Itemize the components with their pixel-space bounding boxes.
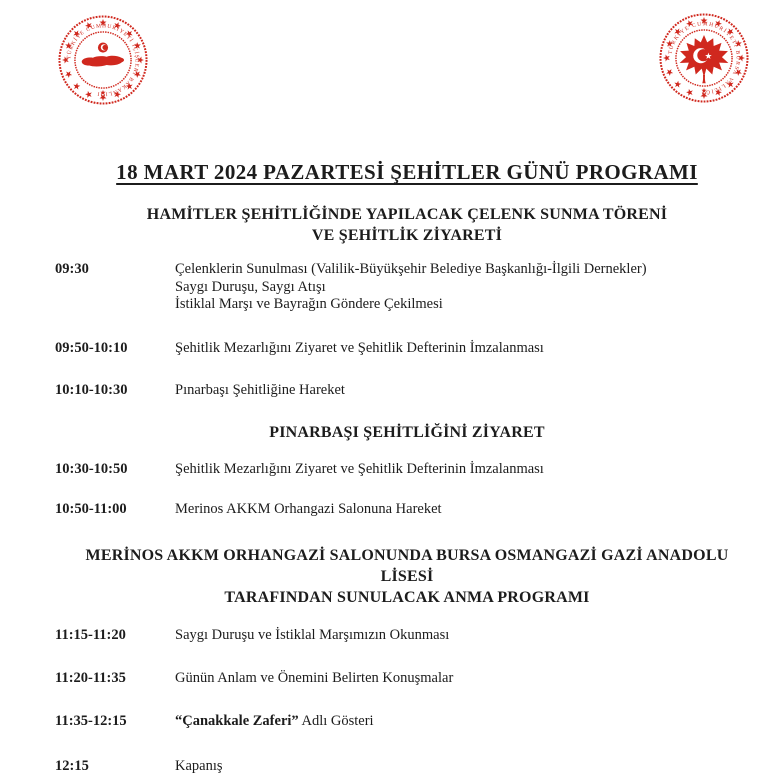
interior-ministry-seal-icon bbox=[57, 14, 149, 106]
header-logos bbox=[0, 0, 782, 106]
schedule-row bbox=[0, 758, 782, 776]
time-label: 09:50-10:10 bbox=[55, 339, 128, 356]
description-bold-part: “Çanakkale Zaferi” bbox=[175, 712, 299, 729]
time-label: 11:20-11:35 bbox=[55, 670, 126, 686]
item-description bbox=[175, 461, 782, 479]
description-line: Merinos AKKM Orhangazi Salonuna Hareket bbox=[175, 501, 442, 517]
interior-ministry-seal-text: TÜRKİYE CUMHURİYETİ İÇİŞLERİ BAKANLIĞI bbox=[66, 23, 140, 97]
section-heading-line: TARAFINDAN SUNULACAK ANMA PROGRAMI bbox=[224, 588, 590, 606]
description-line: Şehitlik Mezarlığını Ziyaret ve Şehitlik Defterinin İmzalanması bbox=[175, 460, 544, 477]
time-label: 09:30 bbox=[55, 261, 89, 277]
section-heading-hamitler bbox=[0, 204, 782, 246]
description-line: Çelenklerin Sunulması (Valilik-Büyükşehir Belediye Başkanlığı-İlgili Dernekler) bbox=[175, 261, 647, 277]
description-line: Saygı Duruşu, Saygı Atışı bbox=[175, 278, 326, 295]
bursa-governorship-seal-text: TÜRKİYE CUMHURİYETİ BURSA VALİLİĞİ bbox=[667, 21, 741, 95]
description-rest-part: Adlı Gösteri bbox=[298, 712, 374, 729]
schedule-row bbox=[0, 382, 782, 400]
item-description bbox=[175, 670, 782, 688]
description-line: Pınarbaşı Şehitliğine Hareket bbox=[175, 382, 345, 398]
time-label: 11:35-12:15 bbox=[55, 712, 127, 729]
description-line: Saygı Duruşu ve İstiklal Marşımızın Okunması bbox=[175, 626, 450, 643]
description-line: Kapanış bbox=[175, 758, 223, 774]
schedule-row bbox=[0, 501, 782, 519]
item-description bbox=[175, 340, 782, 358]
bursa-governorship-seal-icon bbox=[658, 12, 750, 104]
section-heading-merinos bbox=[0, 545, 782, 608]
time-label: 10:10-10:30 bbox=[55, 382, 128, 398]
section-heading-line: MERİNOS AKKM ORHANGAZİ SALONUNDA BURSA OSMANGAZİ GAZİ ANADOLU bbox=[85, 546, 729, 564]
page-title: 18 MART 2024 PAZARTESİ ŞEHİTLER GÜNÜ PROGRAMI bbox=[116, 160, 698, 184]
item-description bbox=[175, 713, 782, 731]
time-label: 11:15-11:20 bbox=[55, 626, 126, 643]
description-line: Şehitlik Mezarlığını Ziyaret ve Şehitlik Defterinin İmzalanması bbox=[175, 339, 544, 356]
section-heading-line: VE ŞEHİTLİK ZİYARETİ bbox=[311, 227, 503, 244]
item-description bbox=[175, 758, 782, 776]
schedule-row bbox=[0, 627, 782, 645]
description-line: Günün Anlam ve Önemini Belirten Konuşmalar bbox=[175, 670, 454, 686]
item-description bbox=[175, 501, 782, 519]
schedule-row bbox=[0, 261, 782, 314]
schedule-row bbox=[0, 461, 782, 479]
section-heading-line: PINARBAŞI ŞEHİTLİĞİNİ ZİYARET bbox=[269, 423, 545, 441]
schedule-row bbox=[0, 670, 782, 688]
item-description bbox=[175, 382, 782, 400]
schedule-row bbox=[0, 340, 782, 358]
schedule-row bbox=[0, 713, 782, 731]
item-description bbox=[175, 627, 782, 645]
section-heading-line: LİSESİ bbox=[380, 567, 434, 585]
time-label: 10:30-10:50 bbox=[55, 460, 128, 477]
section-heading-pinarbasi bbox=[0, 422, 782, 443]
description-line bbox=[175, 713, 744, 731]
item-description bbox=[175, 261, 782, 314]
title-row bbox=[0, 160, 782, 185]
description-line: İstiklal Marşı ve Bayrağın Göndere Çekilmesi bbox=[175, 296, 443, 312]
time-label: 10:50-11:00 bbox=[55, 501, 127, 517]
time-label: 12:15 bbox=[55, 758, 89, 774]
section-heading-line: HAMİTLER ŞEHİTLİĞİNDE YAPILACAK ÇELENK SUNMA TÖRENİ bbox=[146, 206, 668, 223]
